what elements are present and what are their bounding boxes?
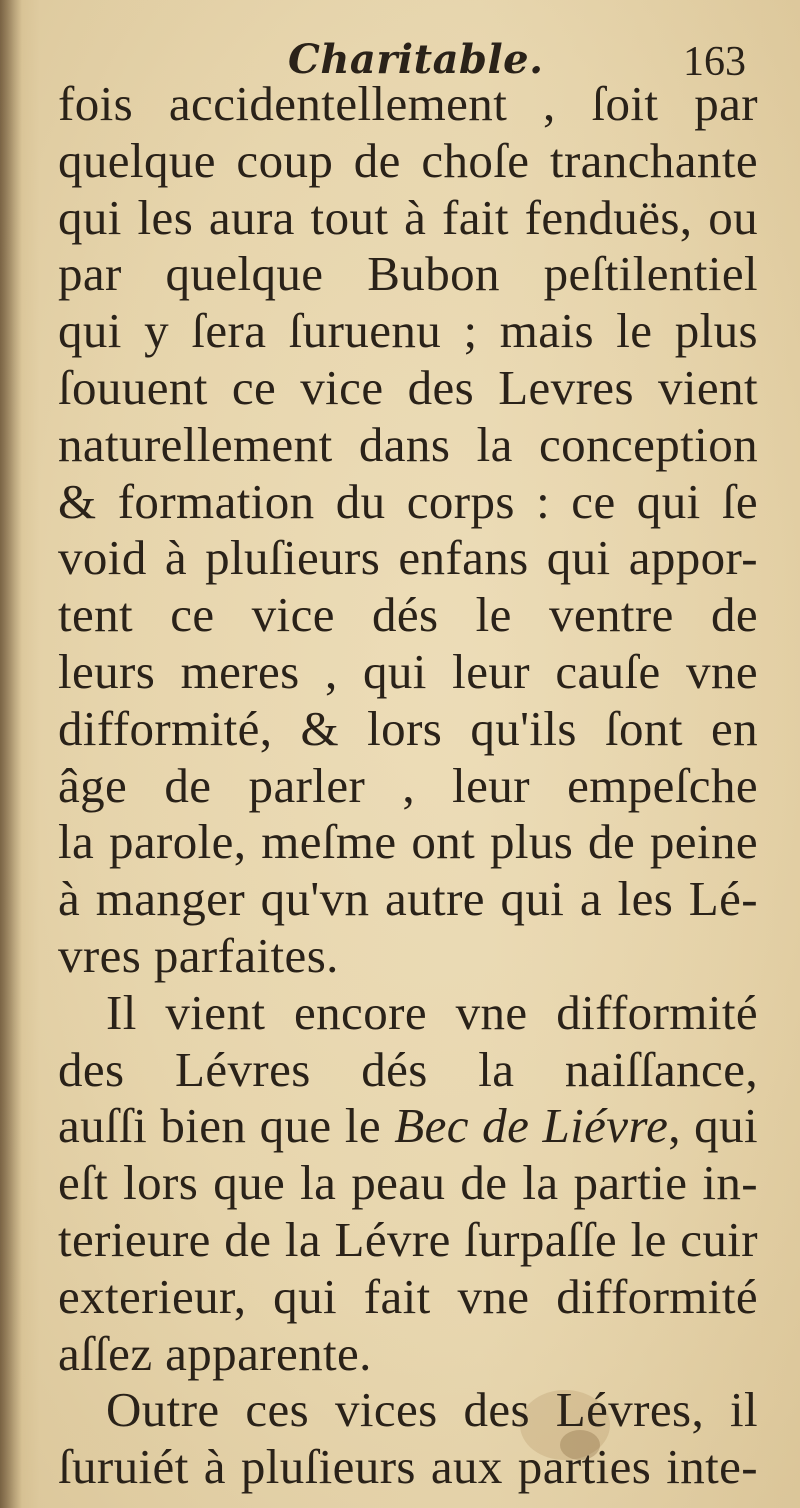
text-line: âge de parler , leur empeſche (58, 757, 758, 813)
text-line: par quelque Bubon peſtilentiel (58, 246, 758, 302)
text-line: difformité, & lors qu'ils ſont en (58, 700, 758, 756)
text-line: vres parfaites. (58, 927, 339, 983)
text-line: ſouuent ce vice des Levres vient (58, 359, 758, 415)
text-line: quelque coup de choſe tranchante (58, 132, 758, 188)
paragraph-start-line: Il vient encore vne difformité (106, 984, 758, 1040)
gutter-shadow (0, 0, 22, 1508)
text-line: naturellement dans la conception (58, 416, 758, 472)
text-line: la parole, meſme ont plus de peine (58, 814, 758, 870)
text-line: & formation du corps : ce qui ſe (58, 473, 758, 529)
running-title: Charitable. (288, 36, 544, 83)
text-line: fois accidentellement , ſoit par (58, 76, 758, 131)
text-segment: auſſi bien que le (58, 1098, 395, 1154)
text-line: à manger qu'vn autre qui a les Lé- (58, 871, 758, 927)
italic-term: Bec de Liévre (394, 1098, 669, 1154)
text-line: des Lévres dés la naiſſance, (58, 1041, 758, 1097)
text-line: terieure de la Lévre ſurpaſſe le cuir (58, 1211, 758, 1267)
text-line: eſt lors que la peau de la partie in- (58, 1155, 758, 1211)
text-line: void à pluſieurs enfans qui appor- (58, 530, 758, 586)
text-line: leurs meres , qui leur cauſe vne (58, 643, 758, 699)
text-line: qui les aura tout à fait fenduës, ou (58, 189, 758, 245)
text-line: ſuruiét à pluſieurs aux parties inte- (58, 1439, 758, 1495)
text-line: tent ce vice dés le ventre de (58, 587, 758, 643)
text-line-with-italic (58, 1098, 758, 1155)
text-line: exterieur, qui fait vne difformité (58, 1268, 758, 1324)
text-line: aſſez apparente. (58, 1325, 372, 1381)
page-number: 163 (683, 39, 746, 85)
text-segment: , qui (668, 1098, 758, 1154)
body-text (58, 76, 758, 1496)
text-line: qui y ſera ſuruenu ; mais le plus (58, 303, 758, 359)
paragraph-start-line: Outre ces vices des Lévres, il (106, 1382, 758, 1438)
